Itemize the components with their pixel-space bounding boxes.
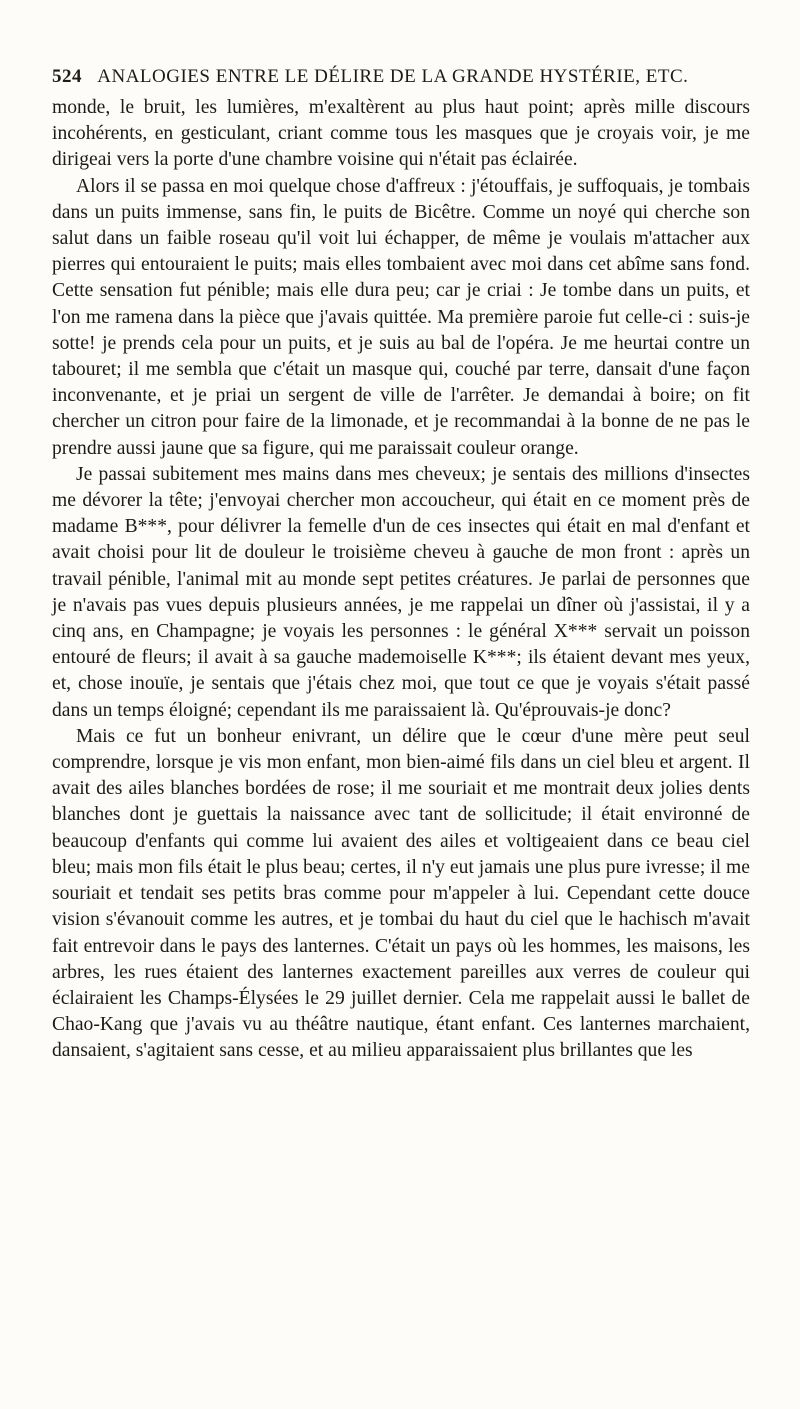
paragraph: Alors il se passa en moi quelque chose d'affreux : j'étouffais, je suffoquais, je tombais dans un puits immense, sans fin, le puits de Bicêtre. Comme un noyé qui cherche son salut dans un faible roseau qu'il voit lui échapper, de même je voulais m'attacher aux pierres qui entouraient le puits; mais elles tombaient avec moi dans cet abîme sans fond. Cette sensation fut pénible; mais elle dura peu; car je criai : Je tombe dans un puits, et l'on me ramena dans la pièce que j'avais quittée. Ma première paroie fut celle-ci : suis-je sotte! je prends cela pour un puits, et je suis au bal de l'opéra. Je me heurtai contre un tabouret; il me sembla que c'était un masque qui, couché par terre, dansait d'une façon inconvenante, et je priai un sergent de ville de l'arrêter. Je demandai à boire; on fit chercher un citron pour faire de la limonade, et je recommandai à la bonne de ne pas le prendre aussi jaune que sa figure, qui me paraissait couleur orange. xyxy=(52,175,750,459)
running-head xyxy=(52,66,750,90)
paragraph: Mais ce fut un bonheur enivrant, un délire que le cœur d'une mère peut seul comprendre, lorsque je vis mon enfant, mon bien-aimé fils dans un ciel bleu et argent. Il avait des ailes blanches bordées de rose; il me souriait et me montrait deux jolies dents blanches dont je guettais la naissance avec tant de sollicitude; il était environné de beaucoup d'enfants qui comme lui avaient des ailes et voltigeaient dans ce beau ciel bleu; mais mon fils était le plus beau; certes, il n'y eut jamais une plus pure ivresse; il me souriait et tendait ses petits bras comme pour m'appeler à lui. Cependant cette douce vision s'évanouit comme les autres, et je tombai du haut du ciel que le hachisch m'avait fait entrevoir dans le pays des lanternes. C'était un pays où les hommes, les maisons, les arbres, les rues étaient des lanternes exactement pareilles aux verres de couleur qui éclairaient les Champs-Élysées le 29 juillet dernier. Cela me rappelait aussi le ballet de Chao-Kang que j'avais vu au théâtre nautique, étant enfant. Ces lanternes marchaient, dansaient, s'agitaient sans cesse, et au milieu apparaissaient plus brillantes que les xyxy=(52,725,750,1062)
running-title: ANALOGIES ENTRE LE DÉLIRE DE LA GRANDE HYSTÉRIE, ETC. xyxy=(97,66,689,87)
page-number: 524 xyxy=(52,66,82,87)
paragraph-continuation: monde, le bruit, les lumières, m'exaltèrent au plus haut point; après mille discours incohérents, en gesticulant, criant comme tous les masques que je croyais voir, je me dirigeai vers la porte d'une chambre voisine qui n'était pas éclairée. xyxy=(52,97,750,171)
body-text xyxy=(52,95,750,1065)
paragraph: Je passai subitement mes mains dans mes cheveux; je sentais des millions d'insectes me dévorer la tête; j'envoyai chercher mon accoucheur, qui était en ce moment près de madame B***, pour délivrer la femelle d'un de ces insectes qui était en mal d'enfant et avait choisi pour lit de douleur le troisième cheveu à gauche de mon front : après un travail pénible, l'animal mit au monde sept petites créatures. Je parlai de personnes que je n'avais pas vues depuis plusieurs années, je me rappelai un dîner où j'assistai, il y a cinq ans, en Champagne; je voyais les personnes : le général X*** servait un poisson entouré de fleurs; il avait à sa gauche mademoiselle K***; ils étaient devant mes yeux, et, chose inouïe, je sentais que j'étais chez moi, que tout ce que je voyais s'était passé dans un temps éloigné; cependant ils me paraissaient là. Qu'éprouvais-je donc? xyxy=(52,463,750,721)
